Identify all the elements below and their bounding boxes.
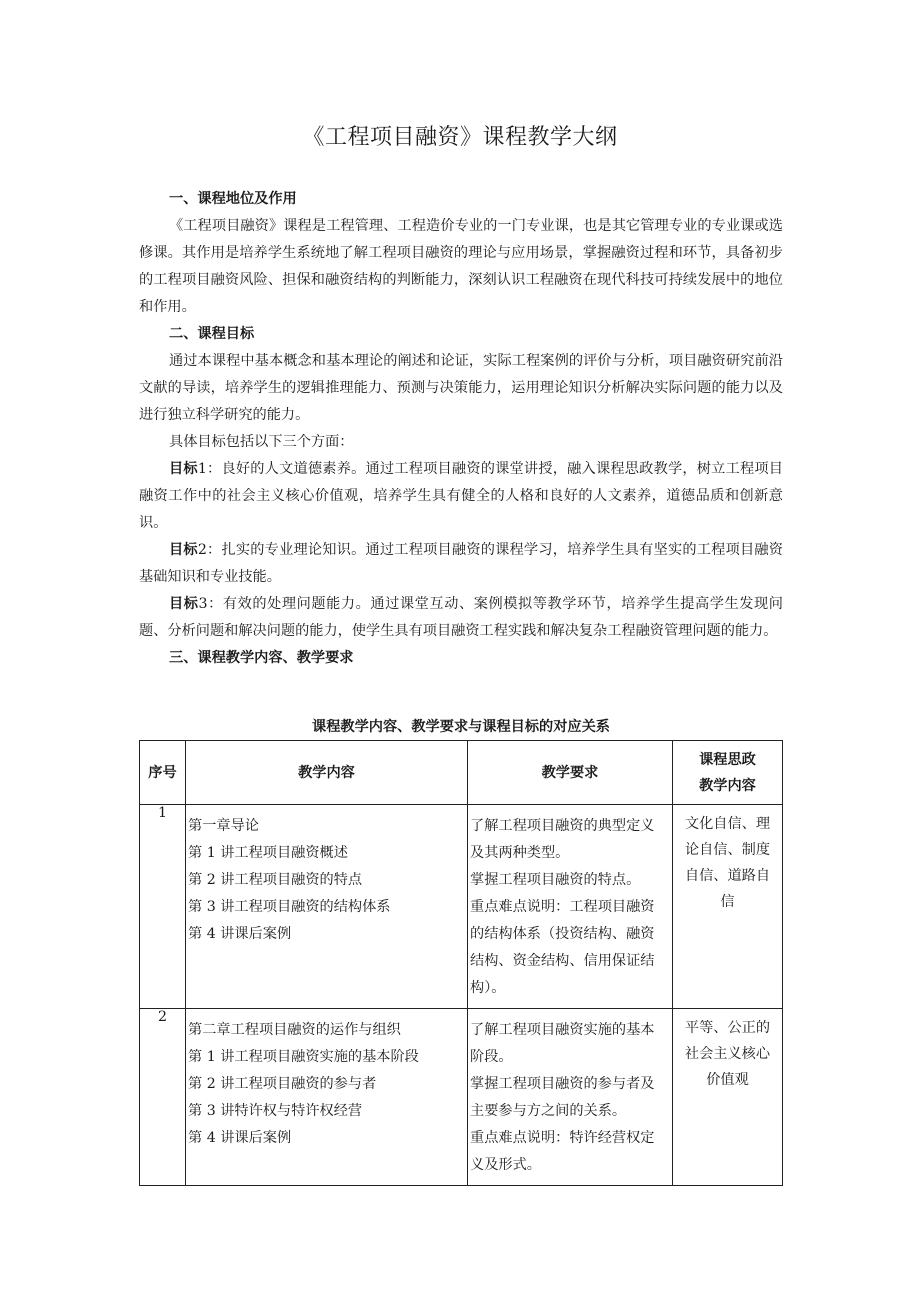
- cell-content: [186, 805, 468, 1009]
- requirement-line: 掌握工程项目融资的特点。: [470, 872, 641, 888]
- header-ideology-line: 课程思政: [699, 751, 756, 768]
- document-body: [139, 186, 783, 672]
- cell-requirement: [468, 805, 673, 1009]
- content-line: 第 4 讲课后案例: [188, 1130, 292, 1146]
- section-paragraph: 通过本课程中基本概念和基本理论的阐述和论证，实际工程案例的评价与分析，项目融资研究前沿文献的导读，培养学生的逻辑推理能力、预测与决策能力，运用理论知识分析解决实际问题的能力以及进行独立科学研究的能力。: [139, 353, 783, 423]
- section-heading-position: 一、课程地位及作用: [169, 191, 297, 207]
- header-requirement: 教学要求: [468, 741, 673, 805]
- ideology-line: 平等、公正的: [684, 1020, 771, 1036]
- ideology-line: 价值观: [706, 1072, 749, 1088]
- goal-label: 目标: [169, 596, 199, 612]
- header-content: 教学内容: [186, 741, 468, 805]
- goal-text: ：扎实的专业理论知识。通过工程项目融资的课程学习，培养学生具有坚实的工程项目融资基础知识和专业技能。: [139, 542, 783, 585]
- goal-item-3: [139, 591, 783, 645]
- cell-ideology: [673, 1009, 783, 1186]
- section-paragraph: 具体目标包括以下三个方面：: [169, 434, 354, 450]
- table-header-row: [140, 741, 783, 805]
- requirement-line: 的结构体系（投资结构、融资: [470, 926, 655, 942]
- goal-item-1: [139, 456, 783, 537]
- requirement-line: 结构、资金结构、信用保证结: [470, 953, 655, 969]
- section-heading-content: 三、课程教学内容、教学要求: [169, 650, 354, 666]
- page-title: 《工程项目融资》课程教学大纲: [302, 125, 618, 150]
- goal-text: ：有效的处理问题能力。通过课堂互动、案例模拟等教学环节，培养学生提高学生发现问题、分析问题和解决问题的能力，使学生具有项目融资工程实践和解决复杂工程融资管理问题的能力。: [139, 596, 783, 639]
- content-line: 第 2 讲工程项目融资的参与者: [188, 1076, 377, 1092]
- ideology-line: 文化自信、理: [684, 816, 771, 832]
- requirement-line: 构）。: [470, 980, 506, 996]
- requirement-line: 义及形式。: [470, 1157, 541, 1173]
- requirement-line: 主要参与方之间的关系。: [470, 1103, 627, 1119]
- table-caption: 课程教学内容、教学要求与课程目标的对应关系: [312, 719, 610, 735]
- ideology-line: 社会主义核心: [684, 1046, 771, 1062]
- content-line: 第 1 讲工程项目融资概述: [188, 845, 348, 861]
- content-line: 第 1 讲工程项目融资实施的基本阶段: [188, 1049, 419, 1065]
- ideology-line: 信: [720, 894, 735, 910]
- content-line: 第 2 讲工程项目融资的特点: [188, 872, 363, 888]
- requirement-line: 了解工程项目融资实施的基本: [470, 1022, 655, 1038]
- table-row: [140, 1009, 783, 1186]
- goal-number: 3: [198, 596, 208, 612]
- ideology-line: 自信、道路自: [684, 868, 771, 884]
- requirement-line: 及其两种类型。: [470, 845, 570, 861]
- goal-label: 目标: [169, 542, 198, 558]
- requirement-line: 重点难点说明：工程项目融资: [470, 899, 655, 915]
- content-line: 第 3 讲特许权与特许权经营: [188, 1103, 363, 1119]
- header-ideology-line: 教学内容: [699, 777, 756, 794]
- content-line: 第二章工程项目融资的运作与组织: [188, 1022, 401, 1038]
- header-ideology: [673, 741, 783, 805]
- goal-label: 目标: [169, 461, 198, 477]
- content-line: 第一章导论: [188, 818, 259, 834]
- header-seq: 序号: [140, 741, 186, 805]
- ideology-line: 论自信、制度: [684, 842, 771, 858]
- goal-text: ：良好的人文道德素养。通过工程项目融资的课堂讲授，融入课程思政教学，树立工程项目融资工作中的社会主义核心价值观，培养学生具有健全的人格和良好的人文素养，道德品质和创新意识。: [139, 461, 783, 531]
- requirement-line: 重点难点说明：特许经营权定: [470, 1130, 655, 1146]
- cell-seq: 1: [140, 805, 186, 1009]
- cell-ideology: [673, 805, 783, 1009]
- cell-seq: 2: [140, 1009, 186, 1186]
- content-line: 第 3 讲工程项目融资的结构体系: [188, 899, 391, 915]
- cell-requirement: [468, 1009, 673, 1186]
- goal-item-2: [139, 537, 783, 591]
- cell-content: [186, 1009, 468, 1186]
- section-paragraph: 《工程项目融资》课程是工程管理、工程造价专业的一门专业课，也是其它管理专业的专业课或选修课。其作用是培养学生系统地了解工程项目融资的理论与应用场景，掌握融资过程和环节，具备初步的工程项目融资风险、担保和融资结构的判断能力，深刻认识工程融资在现代科技可持续发展中的地位和作用。: [139, 218, 783, 315]
- requirement-line: 阶段。: [470, 1049, 513, 1065]
- requirement-line: 了解工程项目融资的典型定义: [470, 818, 655, 834]
- goal-number: 1: [197, 461, 207, 477]
- section-heading-objectives: 二、课程目标: [169, 326, 255, 342]
- content-line: 第 4 讲课后案例: [188, 926, 292, 942]
- goal-number: 2: [197, 542, 207, 558]
- table-row: [140, 805, 783, 1009]
- requirement-line: 掌握工程项目融资的参与者及: [470, 1076, 655, 1092]
- course-mapping-table: [139, 740, 783, 1186]
